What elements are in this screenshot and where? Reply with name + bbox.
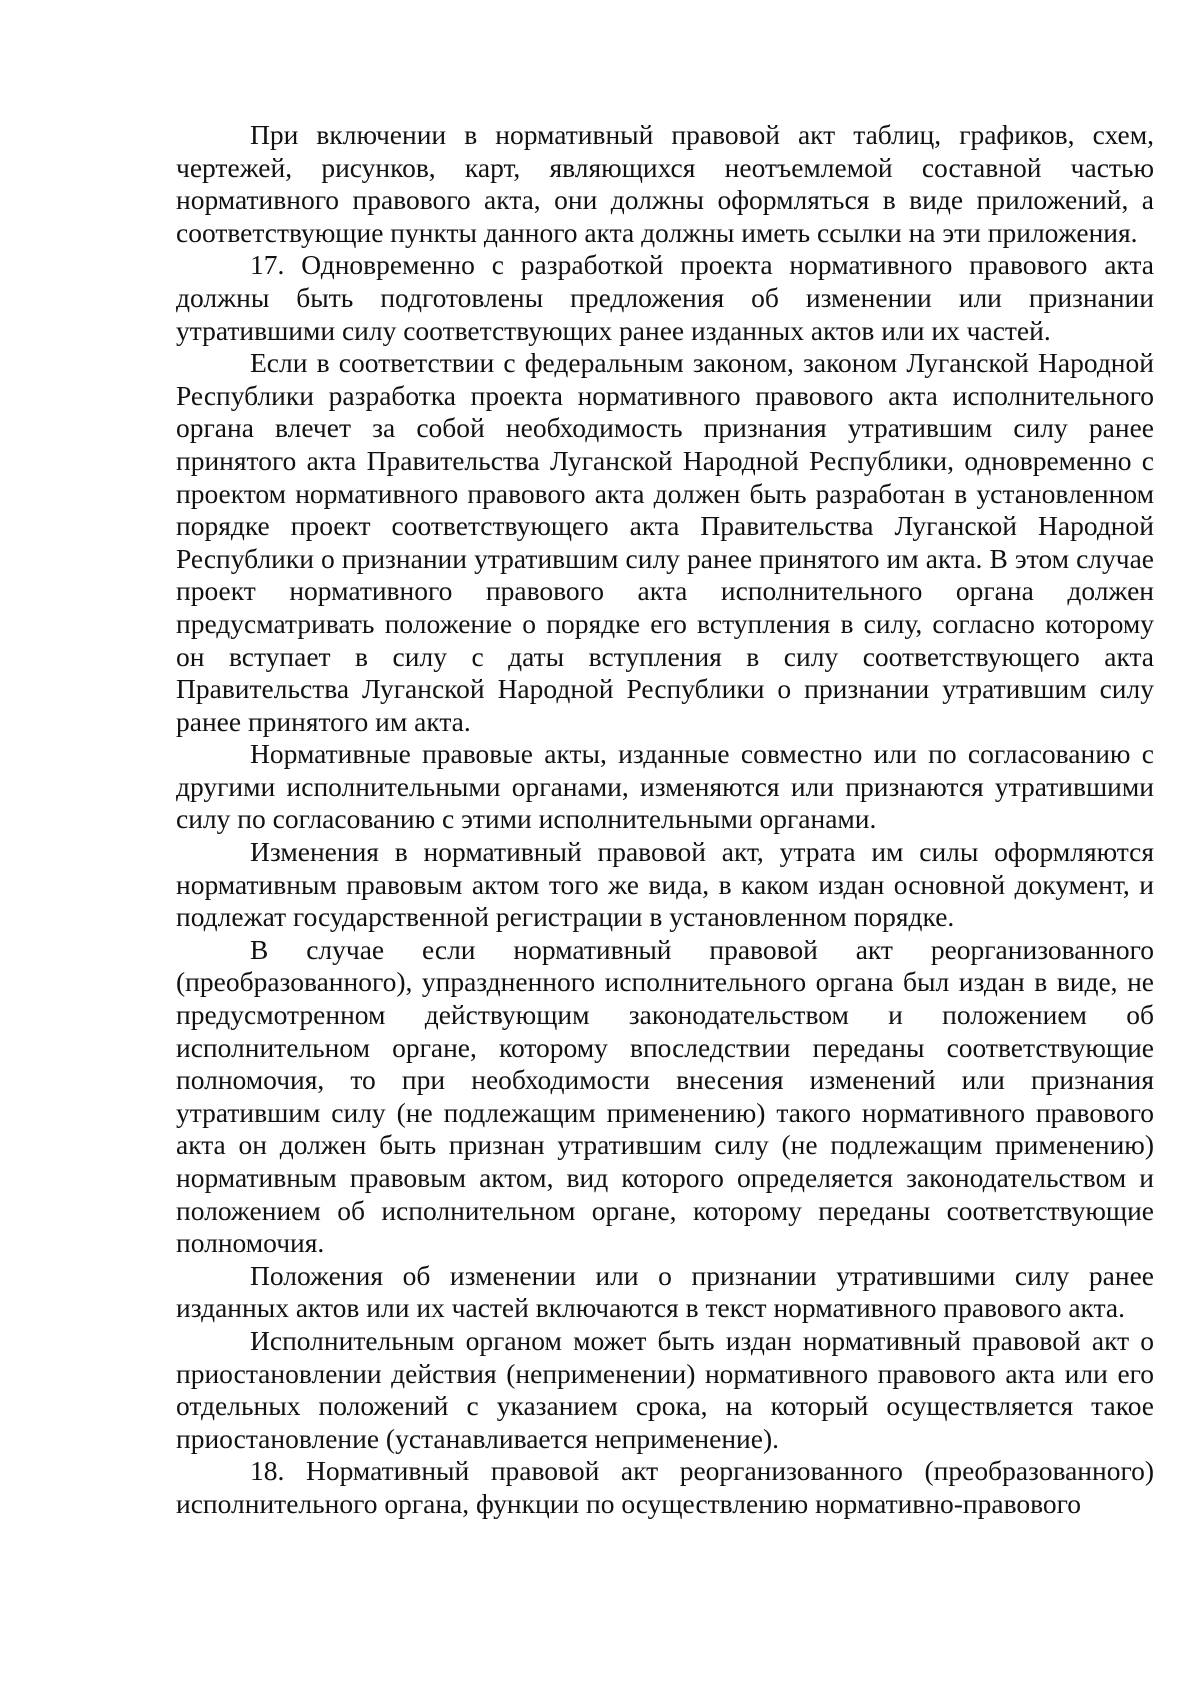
paragraph-suspension: Исполнительным органом может быть издан нормативный правовой акт о приостановлении действия (неприменении) нормативного правового акта или его отдельных положений с указанием срока, на который осуществляется такое приостановление (устанавливается неприменение). (176, 1324, 1154, 1454)
paragraph-joint-acts: Нормативные правовые акты, изданные совместно или по согласованию с другими исполнительными органами, изменяются или признаются утратившими силу по согласованию с этими исполнительными органами. (176, 738, 1154, 835)
document-body (176, 119, 1154, 1521)
paragraph-tables-appendices: При включении в нормативный правовой акт таблиц, графиков, схем, чертежей, рисунков, карт, являющихся неотъемлемой составной частью нормативного правового акта, они должны оформляться в виде приложений, а соответствующие пункты данного акта должны иметь ссылки на эти приложения. (176, 119, 1154, 248)
paragraph-amendments: Изменения в нормативный правовой акт, утрата им силы оформляются нормативным правовым актом того же вида, в каком издан основной документ, и подлежат государственной регистрации в установленном порядке. (176, 836, 1154, 933)
paragraph-reorganized-body: В случае если нормативный правовой акт реорганизованного (преобразованного), упраздненного исполнительного органа был издан в виде, не предусмотренном действующим законодательством и положением об исполнительном органе, которому впоследствии переданы соответствующие полномочия, то при необходимости внесения изменений или признания утратившим силу (не подлежащим применению) такого нормативного правового акта он должен быть признан утратившим силу (не подлежащим применению) нормативным правовым актом, вид которого определяется законодательством и положением об исполнительном органе, которому переданы соответствующие полномочия. (176, 933, 1154, 1259)
paragraph-item-17: 17. Одновременно с разработкой проекта нормативного правового акта должны быть подготовлены предложения об изменении или признании утратившими силу соответствующих ранее изданных актов или их частей. (176, 249, 1154, 346)
paragraph-provisions: Положения об изменении или о признании утратившими силу ранее изданных актов или их частей включаются в текст нормативного правового акта. (176, 1259, 1154, 1324)
paragraph-federal-law: Если в соответствии с федеральным законом, законом Луганской Народной Республики разработка проекта нормативного правового акта исполнительного органа влечет за собой необходимость признания утратившим силу ранее принятого акта Правительства Луганской Народной Республики, одновременно с проектом нормативного правового акта должен быть разработан в установленном порядке проект соответствующего акта Правительства Луганской Народной Республики о признании утратившим силу ранее принятого им акта. В этом случае проект нормативного правового акта исполнительного органа должен предусматривать положение о порядке его вступления в силу, согласно которому он вступает в силу с даты вступления в силу соответствующего акта Правительства Луганской Народной Республики о признании утратившим силу ранее принятого им акта. (176, 347, 1154, 737)
paragraph-item-18: 18. Нормативный правовой акт реорганизованного (преобразованного) исполнительного органа, функции по осуществлению нормативно-правового (176, 1455, 1154, 1519)
